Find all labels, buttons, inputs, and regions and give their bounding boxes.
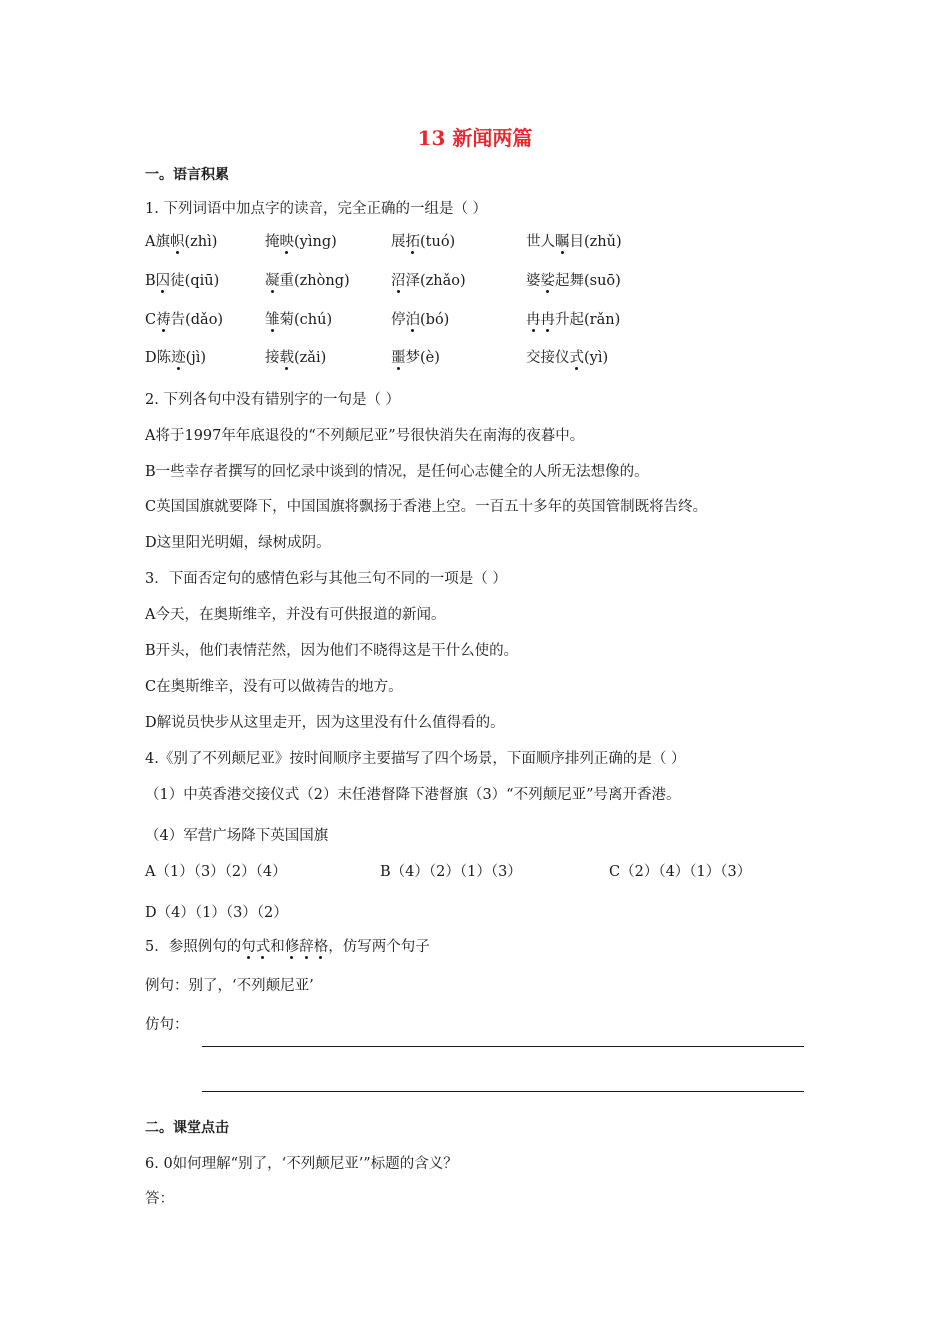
emphasis-dot-char: 辞	[299, 939, 314, 955]
option-pinyin: 泽(zhǎo)	[405, 273, 466, 289]
answer-line-1[interactable]	[202, 1046, 804, 1047]
question-5-imitate-label: 仿句：	[145, 1017, 189, 1033]
question-1-option-item	[145, 310, 223, 330]
emphasis-dot-char: 修	[284, 939, 300, 955]
question-1-stem: 1. 下列词语中加点字的读音，完全正确的一组是（ ）	[145, 201, 488, 217]
emphasis-dot-char: 冉	[540, 312, 555, 328]
answer-line-2[interactable]	[202, 1091, 804, 1092]
option-pinyin: 菊(chú)	[279, 312, 333, 328]
dotted-character	[265, 312, 280, 328]
question-6-stem: 6. 0如何理解“别了，‘不列颠尼亚’”标题的含义？	[145, 1156, 458, 1172]
page-title: 13 新闻两篇	[417, 126, 533, 150]
option-pinyin: (yìng)	[294, 234, 337, 250]
dotted-character	[265, 273, 280, 289]
emphasis-dot-char: 载	[279, 350, 294, 366]
emphasis-dot-char: 映	[279, 234, 294, 250]
question-2-option-b: B一些幸存者撰写的回忆录中谈到的情况，是任何心志健全的人所无法想像的。	[145, 464, 649, 480]
question-4-option-b: B（4）（2）（1）（3）	[380, 864, 522, 880]
emphasis-dot-char: 沼	[391, 273, 406, 289]
question-6-answer-label: 答：	[145, 1191, 174, 1207]
option-text: 交接仪	[526, 350, 570, 366]
question-5-dotted-word-1	[241, 939, 270, 955]
option-pinyin: (jì)	[185, 350, 207, 366]
option-text: C	[145, 312, 157, 328]
question-1-option-item	[526, 310, 620, 330]
question-1-option-item	[526, 348, 608, 368]
option-pinyin: (zǎi)	[294, 350, 327, 366]
question-5-stem	[145, 937, 430, 957]
dotted-character	[555, 234, 570, 250]
emphasis-dot-char: 帜	[169, 234, 185, 250]
emphasis-dot-char: 凝	[265, 273, 280, 289]
emphasis-dot-char: 娑	[540, 273, 555, 289]
question-1-option-item	[265, 348, 326, 368]
emphasis-dot-char: 句	[241, 939, 256, 955]
question-4-option-d: D（4）（1）（3）（2）	[145, 905, 288, 921]
question-1-option-item	[391, 232, 455, 252]
question-4-scenes-line-1: （1）中英香港交接仪式（2）末任港督降下港督旗（3）“不列颠尼亚”号离开香港。	[145, 787, 681, 803]
option-pinyin: 重(zhòng)	[279, 273, 350, 289]
question-5-stem-text: ，仿写两个句子	[328, 939, 430, 955]
section-heading-2: 二。课堂点击	[145, 1120, 229, 1136]
question-4-stem: 4.《别了不列颠尼亚》按时间顺序主要描写了四个场景，下面顺序排列正确的是（ ）	[145, 751, 686, 767]
emphasis-dot-char: 祷	[156, 312, 171, 328]
question-1-option-item	[526, 232, 622, 252]
question-1-option-item	[265, 271, 350, 291]
option-pinyin: 起舞(suō)	[555, 273, 621, 289]
emphasis-dot-char: 式	[255, 939, 271, 955]
question-1-option-item	[391, 271, 466, 291]
option-pinyin: (zhì)	[184, 234, 218, 250]
emphasis-dot-char: 拓	[405, 234, 420, 250]
section-heading-1: 一。语言积累	[145, 167, 229, 183]
question-4-option-c: C（2）（4）（1）（3）	[609, 864, 752, 880]
option-text: B	[145, 273, 156, 289]
question-4-scenes-line-2: （4）军营广场降下英国国旗	[145, 828, 329, 844]
option-pinyin: 升起(rǎn)	[555, 312, 621, 328]
question-3-option-c: C在奥斯维辛，没有可以做祷告的地方。	[145, 679, 403, 695]
option-pinyin: (bó)	[420, 312, 450, 328]
option-pinyin: (tuó)	[420, 234, 456, 250]
dotted-character	[406, 312, 421, 328]
option-pinyin: 目(zhǔ)	[569, 234, 622, 250]
question-3-option-d: D解说员快步从这里走开，因为这里没有什么值得看的。	[145, 715, 505, 731]
emphasis-dot-char: 格	[313, 939, 329, 955]
question-5-example: 例句：别了，‘不列颠尼亚’	[145, 978, 314, 994]
dotted-character	[171, 350, 186, 366]
option-text: 接	[265, 350, 280, 366]
dotted-character	[570, 350, 585, 366]
dotted-character	[280, 350, 295, 366]
emphasis-dot-char: 瞩	[555, 234, 570, 250]
emphasis-dot-char: 雏	[265, 312, 280, 328]
dotted-character	[391, 273, 406, 289]
question-1-option-item	[145, 348, 206, 368]
question-3-option-a: A今天，在奥斯维辛，并没有可供报道的新闻。	[145, 607, 446, 623]
dotted-character	[541, 273, 556, 289]
question-3-option-b: B开头，他们表情茫然，因为他们不晓得这是干什么使的。	[145, 643, 519, 659]
question-2-option-c: C英国国旗就要降下，中国国旗将飘扬于香港上空。一百五十多年的英国管制既将告终。	[145, 499, 708, 515]
question-5-dotted-word-2	[285, 939, 329, 955]
dotted-character	[170, 234, 185, 250]
option-pinyin: 告(dǎo)	[170, 312, 224, 328]
option-pinyin: 徒(qiū)	[170, 273, 220, 289]
question-1-option-item	[145, 232, 217, 252]
dotted-character	[391, 350, 406, 366]
emphasis-dot-char: 噩	[391, 350, 406, 366]
option-text: A旗	[145, 234, 170, 250]
emphasis-dot-char: 泊	[405, 312, 420, 328]
option-text: 展	[391, 234, 406, 250]
option-text: 停	[391, 312, 406, 328]
emphasis-dot-char: 囚	[155, 273, 171, 289]
option-pinyin: 梦(è)	[405, 350, 440, 366]
question-2-stem: 2. 下列各句中没有错别字的一句是（ ）	[145, 392, 401, 408]
question-4-option-a: A（1）（3）（2）（4）	[145, 864, 287, 880]
emphasis-dot-char: 冉	[526, 312, 541, 328]
question-1-option-item	[265, 310, 332, 330]
question-1-option-item	[391, 310, 449, 330]
question-1-option-item	[526, 271, 621, 291]
question-3-stem: 3．下面否定句的感情色彩与其他三句不同的一项是（ ）	[145, 571, 507, 587]
option-pinyin: (yì)	[584, 350, 609, 366]
question-2-option-d: D这里阳光明媚，绿树成阴。	[145, 535, 331, 551]
option-text: 婆	[526, 273, 541, 289]
option-text: D陈	[145, 350, 172, 366]
emphasis-dot-char: 迹	[171, 350, 186, 366]
option-text: 世人	[526, 234, 555, 250]
dotted-character	[280, 234, 295, 250]
option-text: 掩	[265, 234, 280, 250]
question-2-option-a: A将于1997年年底退役的“不列颠尼亚”号很快消失在南海的夜暮中。	[145, 428, 585, 444]
emphasis-dot-char: 式	[569, 350, 584, 366]
dotted-character	[406, 234, 421, 250]
question-5-stem-text: 5．参照例句的	[145, 939, 242, 955]
question-5-stem-text: 和	[270, 939, 285, 955]
dotted-character	[526, 312, 555, 328]
question-1-option-item	[145, 271, 219, 291]
question-1-option-item	[265, 232, 337, 252]
dotted-character	[156, 312, 171, 328]
dotted-character	[156, 273, 171, 289]
question-1-option-item	[391, 348, 440, 368]
